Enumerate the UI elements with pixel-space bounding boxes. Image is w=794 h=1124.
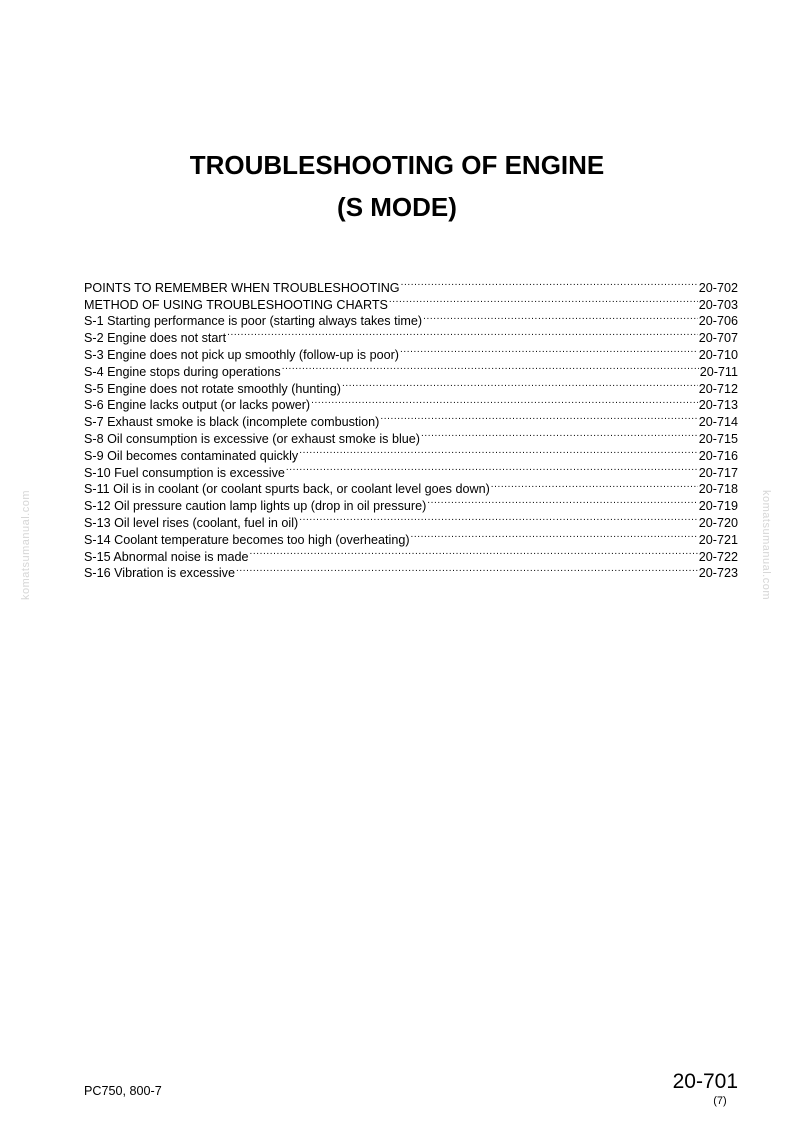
toc-entry-page: 20-717 <box>698 465 738 480</box>
toc-entry-label: S-13 Oil level rises (coolant, fuel in oil) <box>84 515 299 530</box>
toc-leader-dots <box>299 510 698 527</box>
toc-entry-page: 20-707 <box>698 331 738 346</box>
toc-leader-dots <box>299 443 698 460</box>
toc-leader-dots <box>250 544 698 561</box>
toc-leader-dots <box>389 292 698 309</box>
toc-entry-page: 20-723 <box>698 566 738 581</box>
page-title: TROUBLESHOOTING OF ENGINE <box>189 150 605 180</box>
toc-entry-label: S-14 Coolant temperature becomes too high (overheating) <box>84 532 410 547</box>
toc-entry-label: S-8 Oil consumption is excessive (or exhaust smoke is blue) <box>84 431 420 446</box>
toc-entry-page: 20-711 <box>699 364 738 379</box>
footer-revision: (7) <box>713 1095 727 1107</box>
toc-entry-label: S-10 Fuel consumption is excessive <box>84 465 285 480</box>
footer-page-number: 20-701 <box>672 1070 738 1093</box>
toc-entry[interactable] <box>84 275 738 295</box>
toc-entry-label: S-16 Vibration is excessive <box>84 566 235 581</box>
toc-entry-label: S-5 Engine does not rotate smoothly (hunting) <box>84 381 341 396</box>
watermark-left: komatsumanual.com <box>20 490 32 600</box>
toc-entry-page: 20-712 <box>698 381 738 396</box>
footer-model: PC750, 800-7 <box>84 1084 162 1098</box>
toc-entry-label: S-6 Engine lacks output (or lacks power) <box>84 398 311 413</box>
toc-leader-dots <box>227 325 698 342</box>
toc-entry-page: 20-720 <box>698 515 738 530</box>
toc-entry-label: S-11 Oil is in coolant (or coolant spurts back, or coolant level goes down) <box>84 482 490 497</box>
toc-entry-label: S-1 Starting performance is poor (starting always takes time) <box>84 314 423 329</box>
toc-entry-label: POINTS TO REMEMBER WHEN TROUBLESHOOTING <box>84 280 400 295</box>
toc-leader-dots <box>421 426 698 443</box>
toc-entry-page: 20-721 <box>698 532 738 547</box>
toc-leader-dots <box>286 460 698 477</box>
table-of-contents <box>84 275 738 581</box>
toc-leader-dots <box>236 561 698 578</box>
toc-leader-dots <box>401 275 698 292</box>
toc-entry-label: S-2 Engine does not start <box>84 331 227 346</box>
toc-entry-label: S-15 Abnormal noise is made <box>84 549 249 564</box>
toc-entry-page: 20-706 <box>698 314 738 329</box>
toc-entry-page: 20-718 <box>698 482 738 497</box>
toc-leader-dots <box>342 376 698 393</box>
toc-leader-dots <box>427 493 697 510</box>
toc-entry-page: 20-716 <box>698 448 738 463</box>
toc-leader-dots <box>400 342 698 359</box>
toc-entry-page: 20-719 <box>698 499 738 514</box>
toc-leader-dots <box>311 393 698 410</box>
toc-entry-page: 20-710 <box>698 347 738 362</box>
toc-entry-label: S-3 Engine does not pick up smoothly (follow-up is poor) <box>84 347 400 362</box>
toc-leader-dots <box>411 527 698 544</box>
toc-entry-page: 20-703 <box>698 297 738 312</box>
toc-leader-dots <box>491 477 698 494</box>
watermark-right: komatsumanual.com <box>760 490 772 600</box>
toc-entry-label: S-4 Engine stops during operations <box>84 364 281 379</box>
toc-entry-page: 20-714 <box>698 415 738 430</box>
toc-leader-dots <box>423 309 698 326</box>
toc-entry-label: METHOD OF USING TROUBLESHOOTING CHARTS <box>84 297 388 312</box>
toc-leader-dots <box>380 409 697 426</box>
toc-leader-dots <box>282 359 699 376</box>
toc-entry-label: S-7 Exhaust smoke is black (incomplete combustion) <box>84 415 380 430</box>
toc-entry-page: 20-722 <box>698 549 738 564</box>
toc-entry-page: 20-713 <box>698 398 738 413</box>
toc-entry-label: S-9 Oil becomes contaminated quickly <box>84 448 299 463</box>
toc-entry-page: 20-715 <box>698 431 738 446</box>
toc-entry-label: S-12 Oil pressure caution lamp lights up (drop in oil pressure) <box>84 499 427 514</box>
toc-entry-page: 20-702 <box>698 280 738 295</box>
page-subtitle: (S MODE) <box>337 192 457 222</box>
